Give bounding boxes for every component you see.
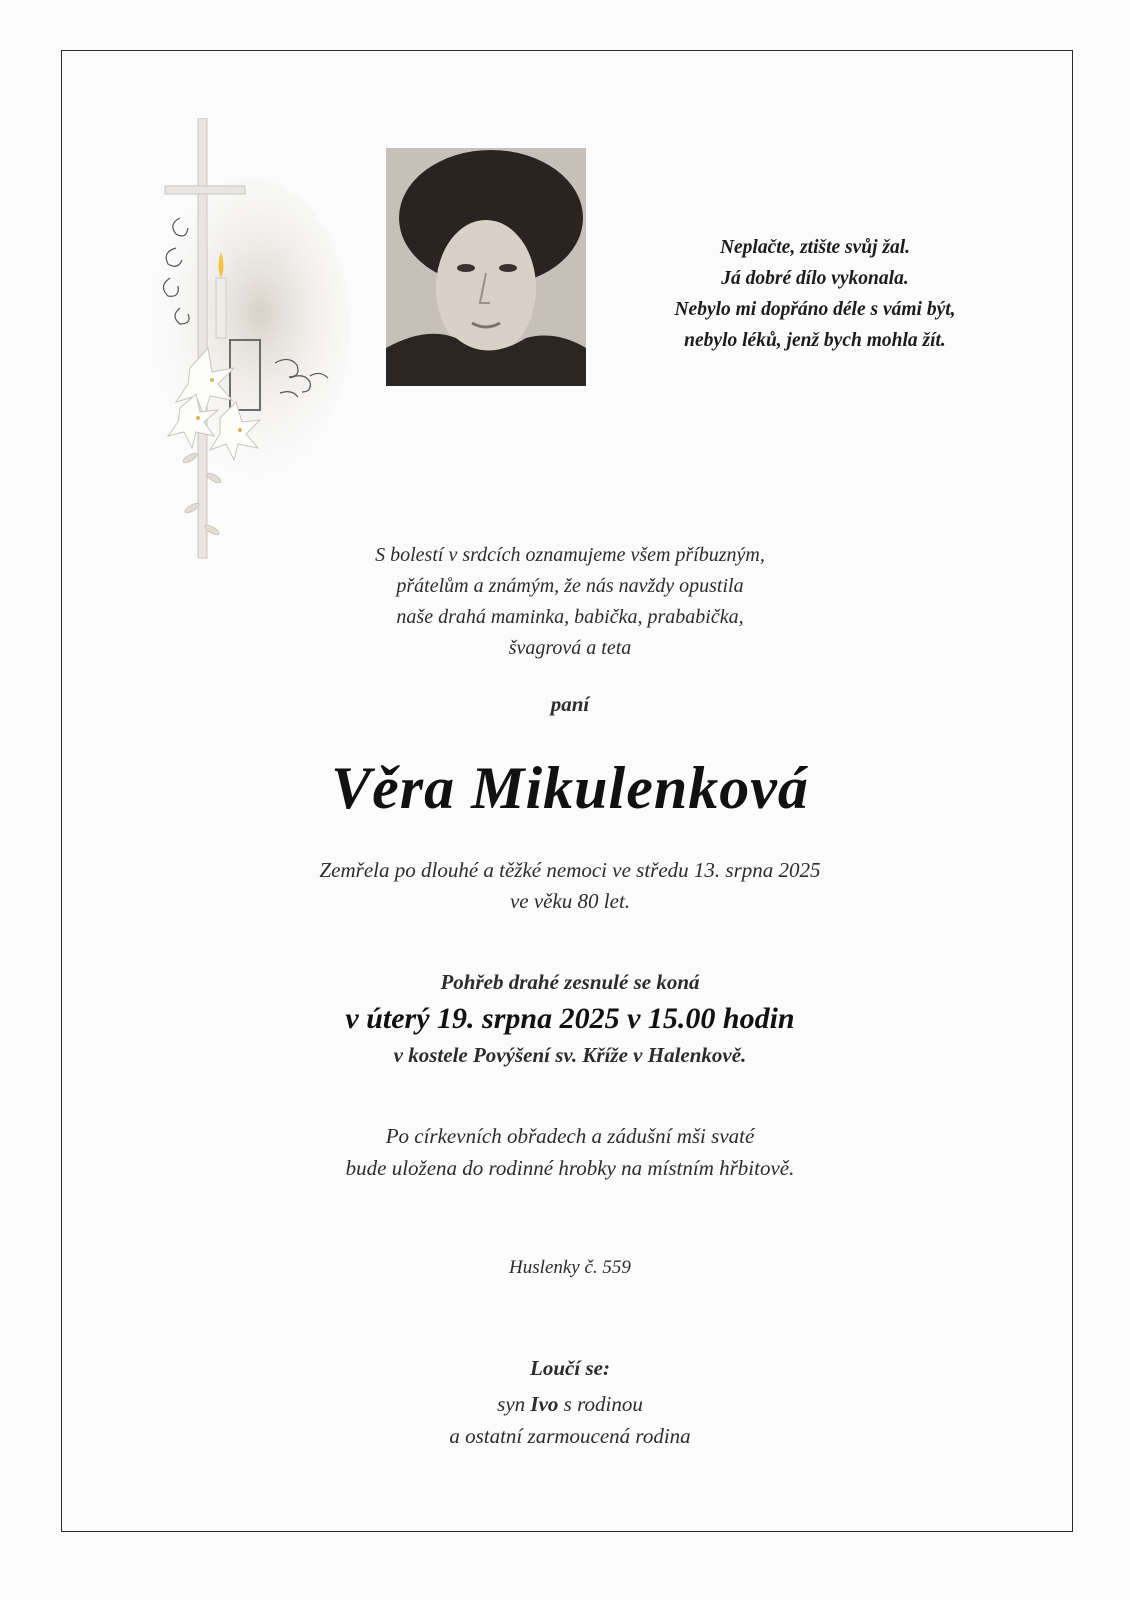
announcement-line: naše drahá maminka, babička, prababička, (396, 606, 744, 628)
poem-line: Neplačte, ztište svůj žal. (719, 237, 911, 258)
farewell-post: s rodinou (558, 1392, 643, 1416)
announcement (200, 540, 940, 664)
burial-notice (200, 1120, 940, 1184)
announcement-line: švagrová a teta (508, 637, 632, 659)
announcement-line: S bolestí v srdcích oznamujeme všem příbuzným, (375, 544, 765, 566)
son-name: Ivo (530, 1392, 559, 1416)
burial-line: bude uložena do rodinné hrobky na místním hřbitově. (345, 1156, 795, 1180)
age-line: ve věku 80 let. (509, 889, 631, 913)
cross-candle-lilies-icon (140, 118, 360, 578)
farewell-title: Loučí se: (530, 1356, 610, 1380)
farewell-pre: syn (497, 1392, 531, 1416)
announcement-line: přátelům a známým, že nás navždy opustila (396, 575, 744, 597)
burial-line: Po církevních obřadech a zádušní mši svaté (385, 1124, 755, 1148)
farewell-line (200, 1388, 940, 1420)
funeral-location: v kostele Povýšení sv. Kříže v Halenkově. (393, 1043, 747, 1067)
title-prefix: paní (550, 692, 590, 716)
poem-line: Nebylo mi dopřáno déle s vámi být, (674, 299, 956, 320)
death-notice (200, 855, 940, 917)
portrait-image-icon (386, 148, 586, 386)
poem-line: Já dobré dílo vykonala. (721, 268, 909, 289)
poem (610, 232, 1020, 356)
funeral-date-time: v úterý 19. srpna 2025 v 15.00 hodin (345, 1002, 795, 1035)
poem-line: nebylo léků, jenž bych mohla žít. (684, 330, 946, 351)
portrait-photo (386, 148, 586, 386)
death-line: Zemřela po dlouhé a těžké nemoci ve středu 13. srpna 2025 (319, 858, 821, 882)
deceased-name: Věra Mikulenková (331, 755, 809, 821)
funeral-intro: Pohřeb drahé zesnulé se koná (440, 970, 700, 994)
address: Huslenky č. 559 (509, 1257, 631, 1278)
farewell-line: a ostatní zarmoucená rodina (449, 1424, 691, 1448)
farewell-list (200, 1388, 940, 1452)
